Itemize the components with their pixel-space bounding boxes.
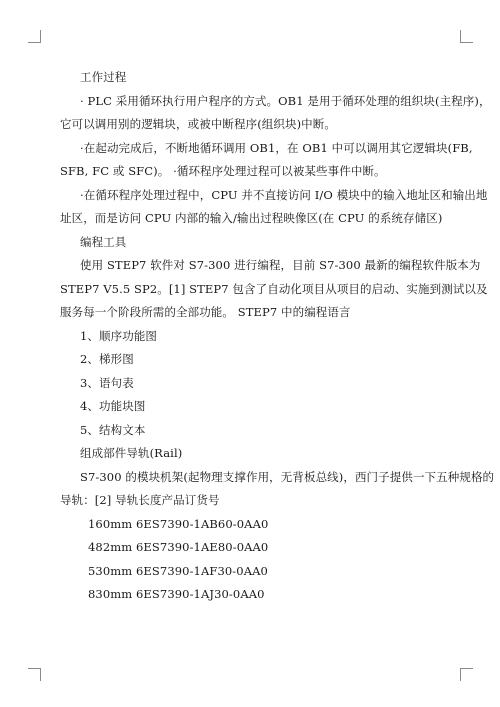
rail-spec-row: 530mm 6ES7390-1AF30-0AA0 (88, 563, 268, 578)
crop-mark-top-left (28, 30, 41, 43)
paragraph-line: 它可以调用别的逻辑块，或被中断程序(组织块)中断。 (60, 117, 336, 131)
paragraph-line: ·在循环程序处理过程中，CPU 并不直接访问 I/O 模块中的输入地址区和输出地 (80, 187, 488, 202)
section-heading-tools: 编程工具 (80, 234, 127, 249)
paragraph-line: 使用 STEP7 软件对 S7-300 进行编程，目前 S7-300 最新的编程软件版本为 (80, 258, 481, 272)
list-item: 4、功能块图 (80, 399, 146, 413)
paragraph-line: STEP7 V5.5 SP2。[1] STEP7 包含了自动化项目从项目的启动、实施到测试以及 (60, 281, 488, 296)
document-body (60, 66, 495, 607)
paragraph-line: · PLC 采用循环执行用户程序的方式。OB1 是用于循环处理的组织块(主程序)， (80, 93, 491, 108)
paragraph-line: 址区，而是访问 CPU 内部的输入/输出过程映像区(在 CPU 的系统存储区) (60, 211, 443, 225)
paragraph-line: S7-300 的模块机架(起物理支撑作用，无背板总线)，西门子提供一下五种规格的 (80, 469, 495, 484)
crop-mark-top-right (460, 30, 473, 43)
paragraph-line: SFB, FC 或 SFC)。 ·循环程序处理过程可以被某些事件中断。 (60, 164, 386, 178)
paragraph-line: 服务每一个阶段所需的全部功能。 STEP7 中的编程语言 (60, 305, 351, 319)
list-item: 2、梯形图 (80, 352, 134, 366)
list-item: 5、结构文本 (80, 422, 146, 437)
rail-spec-row: 160mm 6ES7390-1AB60-0AA0 (88, 516, 269, 531)
paragraph-line: 导轨：[2] 导轨长度产品订货号 (60, 493, 220, 507)
section-heading-process: 工作过程 (80, 70, 127, 84)
section-heading-rail: 组成部件导轨(Rail) (80, 446, 183, 460)
list-item: 1、顺序功能图 (80, 328, 158, 343)
rail-spec-row: 482mm 6ES7390-1AE80-0AA0 (88, 540, 269, 554)
crop-mark-bottom-right (460, 668, 473, 681)
crop-mark-bottom-left (28, 668, 41, 681)
list-item: 3、语句表 (80, 375, 134, 390)
paragraph-line: ·在起动完成后，不断地循环调用 OB1，在 OB1 中可以调用其它逻辑块(FB, (80, 140, 473, 155)
rail-spec-row: 830mm 6ES7390-1AJ30-0AA0 (88, 587, 265, 601)
